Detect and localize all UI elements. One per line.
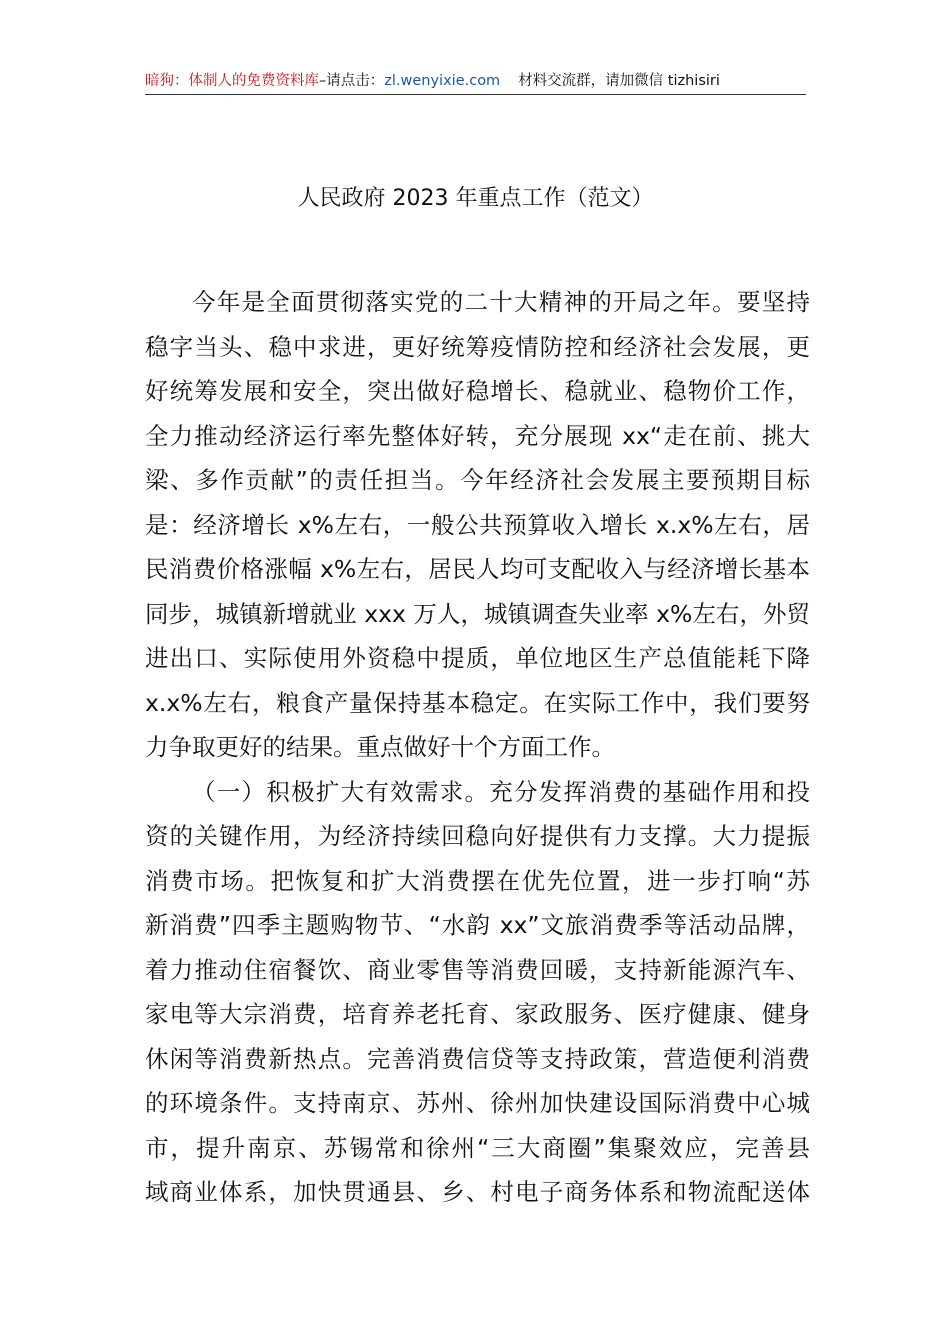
text-line: 资的关键作用，为经济持续回稳向好提供有力支撑。大力提振 bbox=[145, 822, 810, 850]
text-line: 新消费”四季主题购物节、“水韵 xx”文旅消费季等活动品牌， bbox=[145, 911, 810, 939]
header-click-label: –请点击： bbox=[319, 73, 385, 89]
text-line: 民消费价格涨幅 x%左右，居民人均可支配收入与经济增长基本 bbox=[145, 555, 810, 583]
text-line: 着力推动住宿餐饮、商业零售等消费回暖，支持新能源汽车、 bbox=[145, 955, 810, 984]
text-line: 今年是全面贯彻落实党的二十大精神的开局之年。要坚持 bbox=[192, 288, 810, 316]
text-line: 市，提升南京、苏锡常和徐州“三大商圈”集聚效应，完善县 bbox=[145, 1133, 810, 1162]
document-body bbox=[145, 280, 810, 1215]
text-line: x.x%左右，粮食产量保持基本稳定。在实际工作中，我们要努 bbox=[145, 688, 810, 717]
text-line: 消费市场。把恢复和扩大消费摆在优先位置，进一步打响“苏 bbox=[145, 866, 810, 895]
text-line: （一）积极扩大有效需求。充分发挥消费的基础作用和投 bbox=[192, 777, 810, 806]
text-line: 好统筹发展和安全，突出做好稳增长、稳就业、稳物价工作， bbox=[145, 377, 810, 405]
text-line: 全力推动经济运行率先整体好转，充分展现 xx“走在前、挑大 bbox=[145, 421, 810, 450]
text-line: 休闲等消费新热点。完善消费信贷等支持政策，营造便利消费 bbox=[145, 1044, 810, 1073]
text-line: 稳字当头、稳中求进，更好统筹疫情防控和经济社会发展，更 bbox=[145, 332, 810, 361]
text-line: 家电等大宗消费，培育养老托育、家政服务、医疗健康、健身 bbox=[145, 1000, 810, 1028]
text-line: 力争取更好的结果。重点做好十个方面工作。 bbox=[145, 733, 615, 761]
header-url-link[interactable]: zl.wenyixie.com bbox=[384, 73, 501, 89]
document-title: 人民政府 2023 年重点工作（范文） bbox=[297, 186, 654, 211]
text-line: 是：经济增长 x%左右，一般公共预算收入增长 x.x%左右，居 bbox=[145, 510, 810, 539]
text-line: 域商业体系，加快贯通县、乡、村电子商务体系和物流配送体 bbox=[145, 1178, 810, 1206]
header-group-note: 材料交流群，请加微信 tizhisiri bbox=[518, 73, 720, 89]
page-header bbox=[145, 70, 806, 95]
text-line: 梁、多作贡献”的责任担当。今年经济社会发展主要预期目标 bbox=[145, 466, 810, 494]
header-brand: 暗狗：体制人的免费资料库 bbox=[145, 73, 319, 89]
text-line: 的环境条件。支持南京、苏州、徐州加快建设国际消费中心城 bbox=[145, 1089, 810, 1117]
text-line: 进出口、实际使用外资稳中提质，单位地区生产总值能耗下降 bbox=[145, 644, 810, 672]
text-line: 同步，城镇新增就业 xxx 万人，城镇调查失业率 x%左右，外贸 bbox=[145, 599, 810, 628]
